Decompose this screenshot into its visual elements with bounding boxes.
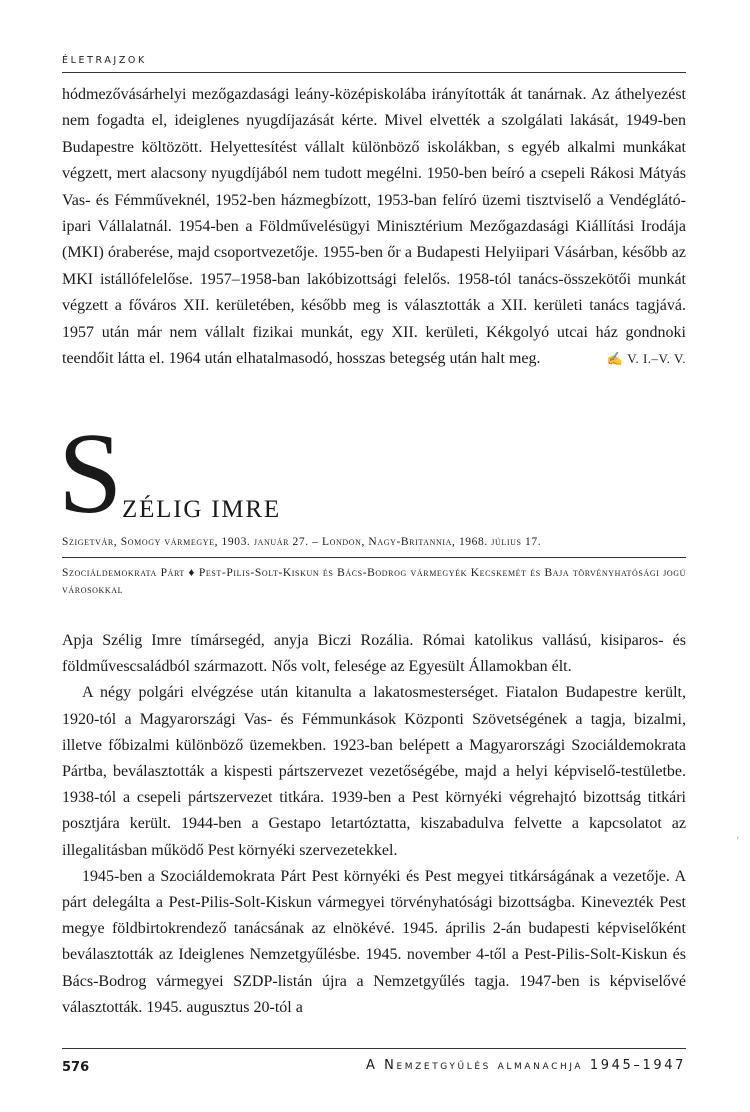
previous-entry-paragraph: hódmezővásárhelyi mezőgazdasági leány-középiskolába irányították át tanárnak. Az áthelyezést nem fogadta el, ideiglenes nyugdíjazását kérte. Mivel elvették a szolgálati lakását, 1949-ben Budapestre költözött. Helyettesítést vállalt különböző iskolákban, s egyéb alkalmi munkákat végzett, mert alacsony nyugdíjából nem tudott megélni. 1950-ben beíró a csepeli Rákosi Mátyás Vas- és Fémműveknél, 1952-ben házmegbízott, 1953-ban felíró üzemi tisztviselő a Vendéglátó-ipari Vállalatnál. 1954-ben a Földművelésügyi Minisztérium Mezőgazdasági Kiállítási Irodája (MKI) óraberése, majd csoportvezetője. 1955-ben őr a Budapesti Helyiipari Vásárban, később az MKI istállófelelőse. 1957–1958-ban lakóbizottsági felelős. 1958-tól tanács-összekötői munkát végzett a főváros XII. kerületében, később meg is választották a XII. kerületi tanács tagjává. 1957 után már nem vállalt fizikai munkát, egy XII. kerületi, Kékgolyó utcai ház gondnoki teendőit látta el. 1964 után elhatalmasodó, hosszas betegség után halt meg. ✍ V. I.–V. V. (62, 82, 686, 372)
entry-title-name: ZÉLIG IMRE (122, 496, 281, 523)
writing-hand-icon: ✍ (606, 351, 624, 367)
entry-paragraph: 1945-ben a Szociáldemokrata Párt Pest környéki és Pest megyei titkárságának a vezetője. A párt delegálta a Pest-Pilis-Solt-Kiskun vármegyei törvényhatósági bizottságba. Kinevezték Pest megye földbirtokrendező tanácsának az elnökévé. 1945. április 2-án budapesti képviselőként beválasztották az Ideiglenes Nemzetgyűlésbe. 1945. november 4-től a Pest-Pilis-Solt-Kiskun és Bács-Bodrog vármegyei SZDP-listán újra a Nemzetgyűlés tagja. 1947-ben is képviselővé választották. 1945. augusztus 20-tól a (62, 867, 686, 1016)
running-head: ÉLETRAJZOK (62, 55, 147, 66)
entry-body (62, 628, 686, 1021)
birth-death-line: Szigetvár, Somogy vármegye, 1903. január 27. – London, Nagy-Britannia, 1968. július 17. (62, 536, 542, 548)
party-constituency-line: Szociáldemokrata Párt ♦ Pest-Pilis-Solt-Kiskun és Bács-Bodrog vármegyék Kecskemét és Baja törvényhatósági jogú városokkal (62, 567, 686, 596)
header-rule (62, 72, 686, 73)
margin-mark: ‚ (736, 830, 740, 841)
entry-title-initial: S (58, 410, 123, 538)
author-signature: ✍ V. I.–V. V. (606, 351, 686, 367)
previous-entry-text (62, 82, 686, 372)
page-number: 576 (62, 1060, 90, 1075)
entry-paragraph: Apja Szélig Imre tímársegéd, anyja Biczi Rozália. Római katolikus vallású, kisiparos- és földművescsaládból származott. Nős volt, felesége az Egyesült Államokban élt. (62, 632, 686, 676)
entry-rule (62, 557, 686, 558)
entry-paragraph: A négy polgári elvégzése után kitanulta a lakatosmesterséget. Fiatalon Budapestre került, 1920-tól a Magyarországi Vas- és Fémmunkások Központi Szövetségének a tagja, bizalmi, illetve főbizalmi különböző üzemekben. 1923-ban belépett a Magyarországi Szociáldemokrata Pártba, beválasztották a kispesti pártszervezet vezetőségébe, majd a helyi képviselő-testületbe. 1938-tól a csepeli pártszervezet titkára. 1939-ben a Pest környéki végrehajtó bizottság titkári posztjára került. 1944-ben a Gestapo letartóztatta, kiszabadulva felvette a kapcsolatot az illegalitásban működő Pest környéki szervezetekkel. (62, 684, 686, 859)
footer-rule (62, 1048, 686, 1049)
entry-title (58, 410, 686, 538)
book-title: A Nemzetgyűlés almanachja 1945–1947 (365, 1058, 686, 1073)
